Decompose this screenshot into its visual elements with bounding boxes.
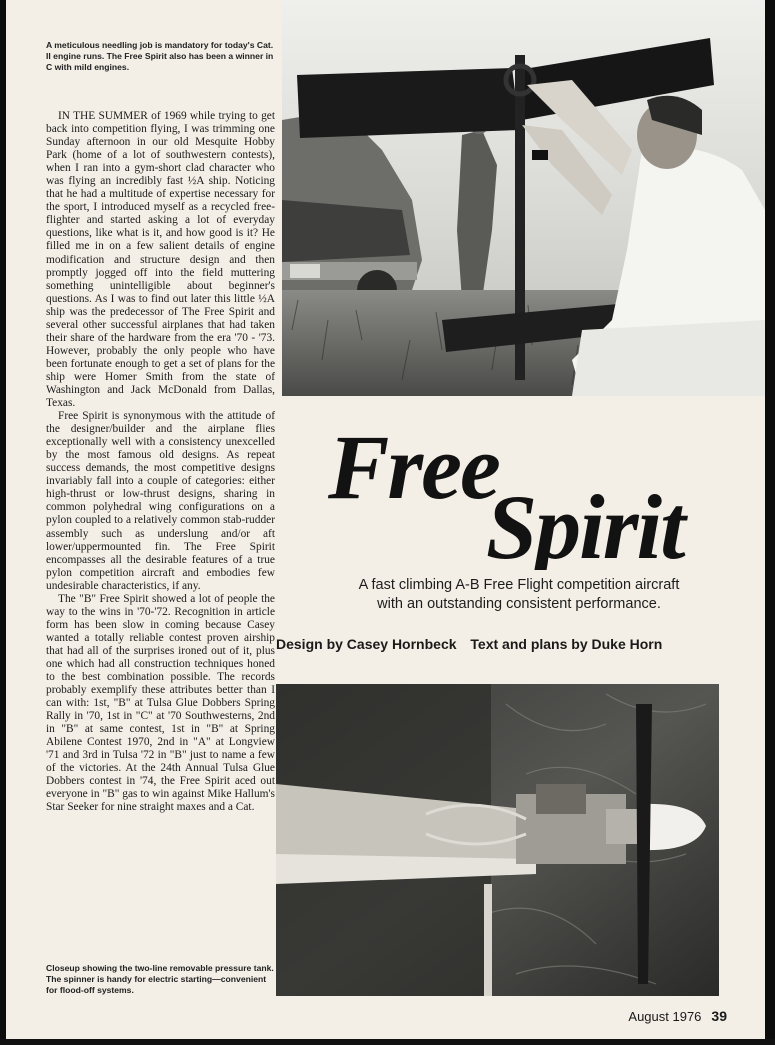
page-edge-bottom [0, 1039, 775, 1045]
subtitle-line-2: with an outstanding consistent performance. [377, 596, 661, 612]
article-paragraph-3: The "B" Free Spirit showed a lot of people the way to the wins in '70-'72. Recognition in article form has been slow in coming because Casey wanted a totally reliable contest proven airship that had all of the surprises ironed out of it, plus one which had all construction techniques honed to the best combination possible. The records probably exemplify these attributes better than I can with: 1st, "B" at Tulsa Glue Dobbers Spring Rally in '70, 1st in "C" at '70 Southwesterns, 2nd in "B" at same contest, 1st in "B" at Spring Abilene Contest 1970, 2nd in "A" at Longview '71 and 3rd in Tulsa '72 in "B" just to name a few of the victories. At the 24th Annual Tulsa Glue Dobbers contest in '74, the Free Spirit aced out everyone in "B" gas to win against Mike Hallum's Star Seeker for nine straight maxes and a Cat. [46, 592, 275, 814]
text-credit: Text and plans by Duke Horn [470, 636, 663, 652]
article-paragraph-1: IN THE SUMMER of 1969 while trying to get back into competition flying, I was trimming one Sunday afternoon in our old Mesquite Hobby Park (home of a lot of southwestern contests), when I ran into a gym-short clad character who was flying an incredibly fast ½A ship. Noticing that he had a multitude of expertise necessary for the sport, I introduced myself as a recycled free-flighter and started asking a lot of everyday questions, like what is it, and how good is it? He filled me in on a few salient details of engine modification and structure design and then promptly jogged off into the field muttering something unintelligible about beginner's questions. As I was to find out later this little ½A ship was the predecessor of The Free Spirit and several other successful airplanes that had taken their share of the hardware from the era '70 - '73. However, probably the only people who have been fortunate enough to get a set of plans for the ship were Homer Smith from the state of Washington and Jack McDonald from Dallas, Texas. [46, 110, 275, 410]
article-credits [276, 636, 746, 652]
headline-art [300, 400, 740, 570]
bottom-photo-caption: Closeup showing the two-line removable pressure tank. The spinner is handy for electric starting—convenient for flood-off systems. [46, 963, 274, 995]
bottom-photo-image [276, 684, 719, 996]
article-paragraph-2: Free Spirit is synonymous with the attitude of the designer/builder and the airplane flies exceptionally well with a consistency unexcelled by the most famous old designs. As repeat success demands, the most competitive designs invariably fall into a couple of categories: either high-thrust or low-thrust designs, sharing in common polyhedral wing configurations on a pylon coupled to a relatively common stab-rudder assembly such as underslung and/or aft lower/uppermounted fin. The Free Spirit encompasses all the desirable features of a true pylon competition aircraft and embodies few undesirable characteristics, if any. [46, 410, 275, 592]
subtitle-line-1: A fast climbing A-B Free Flight competition aircraft [358, 577, 680, 593]
issue-date: August 1976 [628, 1009, 702, 1024]
top-photo [282, 0, 765, 396]
page-edge-right [765, 0, 775, 1045]
bottom-photo [276, 684, 719, 996]
page-number: 39 [711, 1008, 727, 1024]
headline-word-2: Spirit [486, 476, 684, 570]
design-credit: Design by Casey Hornbeck [276, 636, 457, 652]
top-photo-image [282, 0, 765, 396]
article-body [46, 110, 275, 815]
headline [300, 400, 740, 570]
headline-word-1: Free [328, 416, 499, 518]
page-edge-left [0, 0, 6, 1045]
page-folio [628, 1008, 727, 1024]
article-subtitle [284, 576, 754, 614]
top-photo-caption: A meticulous needling job is mandatory for today's Cat. II engine runs. The Free Spirit also has been a winner in C with mild engines. [46, 40, 274, 72]
